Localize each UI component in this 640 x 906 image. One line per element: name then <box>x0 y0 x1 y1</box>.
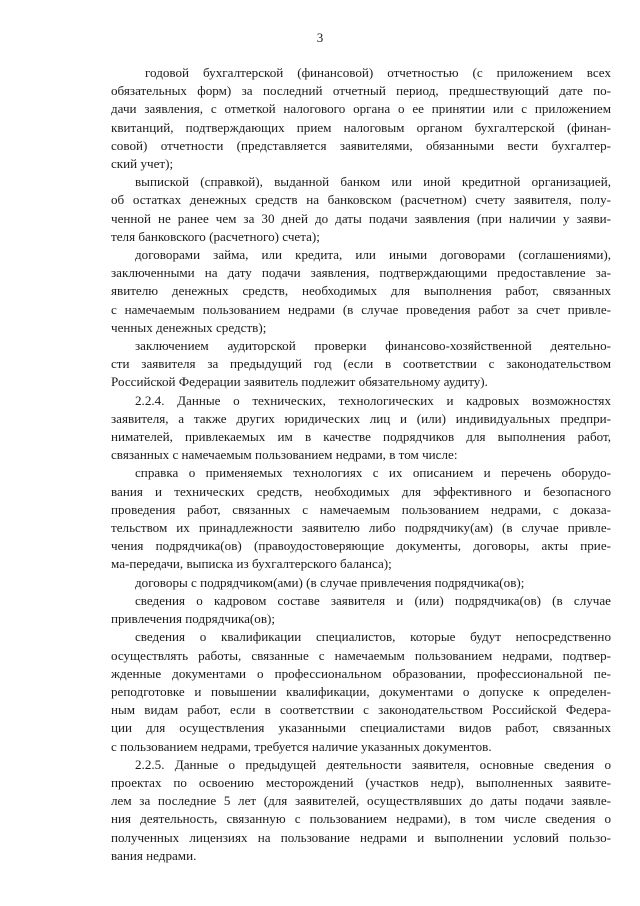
text-line: об остатках денежных средств на банковском (расчетном) счету заявителя, полу- <box>111 192 611 208</box>
text-line: вания недрами. <box>111 847 197 863</box>
text-line: осуществлять работы, связанные с намечаемым пользованием недрами, подтвер- <box>111 647 611 663</box>
text-line: выпиской (справкой), выданной банком или иной кредитной организацией, <box>135 174 611 190</box>
paragraph <box>111 173 611 246</box>
paragraph <box>111 628 611 755</box>
text-line: годовой бухгалтерской (финансовой) отчетностью (с приложением всех <box>145 65 611 80</box>
text-line: связанных с намечаемым пользованием недрами, в том числе: <box>111 447 458 463</box>
text-line: реподготовке и повышении квалификации, документами о допуске к определен- <box>111 683 611 699</box>
text-line: ченной не ранее чем за 30 дней до даты подачи заявления (при наличии у заяви- <box>111 210 611 226</box>
page-number: 3 <box>316 30 324 45</box>
text-line: проектах по освоению месторождений (участков недр), выполненных заявите- <box>111 774 611 790</box>
text-line: ния деятельность, связанную с пользованием недрами), в том числе сведения о <box>111 811 611 827</box>
text-line: жденные документами о профессиональном образовании, профессиональной пе- <box>111 665 611 681</box>
text-line: с намечаемым пользованием недрами (в случае проведения работ за счет привле- <box>111 301 611 317</box>
text-line: нимателей, привлекаемых им в качестве подрядчиков для выполнения работ, <box>111 429 611 445</box>
text-line: привлечения подрядчика(ов); <box>111 611 276 627</box>
text-line: с пользованием недрами, требуется наличие указанных документов. <box>111 738 492 754</box>
text-line: лем за последние 5 лет (для заявителей, осуществлявших до даты подачи заявле- <box>111 793 611 809</box>
text-line: ский учет); <box>111 156 174 172</box>
paragraph <box>111 392 611 465</box>
text-line: 2.2.5. Данные о предыдущей деятельности заявителя, основные сведения о <box>135 756 611 772</box>
text-line: вания и технических средств, необходимых для эффективного и безопасного <box>111 483 611 499</box>
paragraph <box>111 592 611 628</box>
text-line: сведения о кадровом составе заявителя и (или) подрядчика(ов) (в случае <box>135 592 611 608</box>
text-line: заключенными на дату подачи заявления, подтверждающими предоставление за- <box>111 265 611 281</box>
paragraph <box>111 574 611 592</box>
text-line: явителю денежных средств, необходимых для выполнения работ, связанных <box>111 283 611 299</box>
text-line: заявителя, а также других юридических лиц и (или) индивидуальных предпри- <box>111 410 611 426</box>
text-line: проведения работ, связанных с намечаемым пользованием недрами, с доказа- <box>111 501 611 517</box>
paragraph <box>111 756 611 865</box>
text-line: 2.2.4. Данные о технических, технологических и кадровых возможностях <box>135 392 611 408</box>
text-line: заключением аудиторской проверки финансово-хозяйственной деятельно- <box>135 338 611 354</box>
text-line: сведения о квалификации специалистов, которые будут непосредственно <box>135 629 611 645</box>
text-line: ма-передачи, выписка из бухгалтерского баланса); <box>111 556 392 572</box>
text-line: обязательных форм) за последний отчетный период, предшествующий дате по- <box>111 83 611 99</box>
document-body <box>111 64 611 865</box>
text-line: Российской Федерации заявитель подлежит обязательному аудиту). <box>111 374 488 390</box>
text-line: квитанций, подтверждающих прием налоговым органом бухгалтерской (финан- <box>111 119 611 135</box>
text-line: теля банковского (расчетного) счета); <box>111 228 320 244</box>
text-line: совой) отчетности (представляется заявителями, обязанными вести бухгалтер- <box>111 137 611 153</box>
paragraph <box>111 246 611 337</box>
paragraph <box>111 64 611 173</box>
paragraph <box>111 337 611 392</box>
paragraph <box>111 464 611 573</box>
text-line: договоры с подрядчиком(ами) (в случае привлечения подрядчика(ов); <box>135 574 525 590</box>
text-line: ции для осуществления указанными специалистами видов работ, связанных <box>111 720 611 736</box>
text-line: договорами займа, или кредита, или иными договорами (соглашениями), <box>135 247 611 263</box>
text-line: справка о применяемых технологиях с их описанием и перечень оборудо- <box>135 465 611 481</box>
text-line: полученных лицензиях на пользование недрами и выполнении условий пользо- <box>111 829 611 845</box>
text-line: ным видам работ, если в соответствии с законодательством Российской Федера- <box>111 702 611 718</box>
text-line: ченных денежных средств); <box>111 319 267 335</box>
text-line: дачи заявления, с отметкой налогового органа о ее принятии или с приложением <box>111 101 611 117</box>
text-line: тельством их принадлежности заявителю либо подрядчику(ам) (в случае привле- <box>111 520 611 536</box>
text-line: чения подрядчика(ов) (правоудостоверяющие документы, договоры, акты прие- <box>111 538 611 554</box>
text-line: сти заявителя за предыдущий год (если в соответствии с законодательством <box>111 356 611 372</box>
